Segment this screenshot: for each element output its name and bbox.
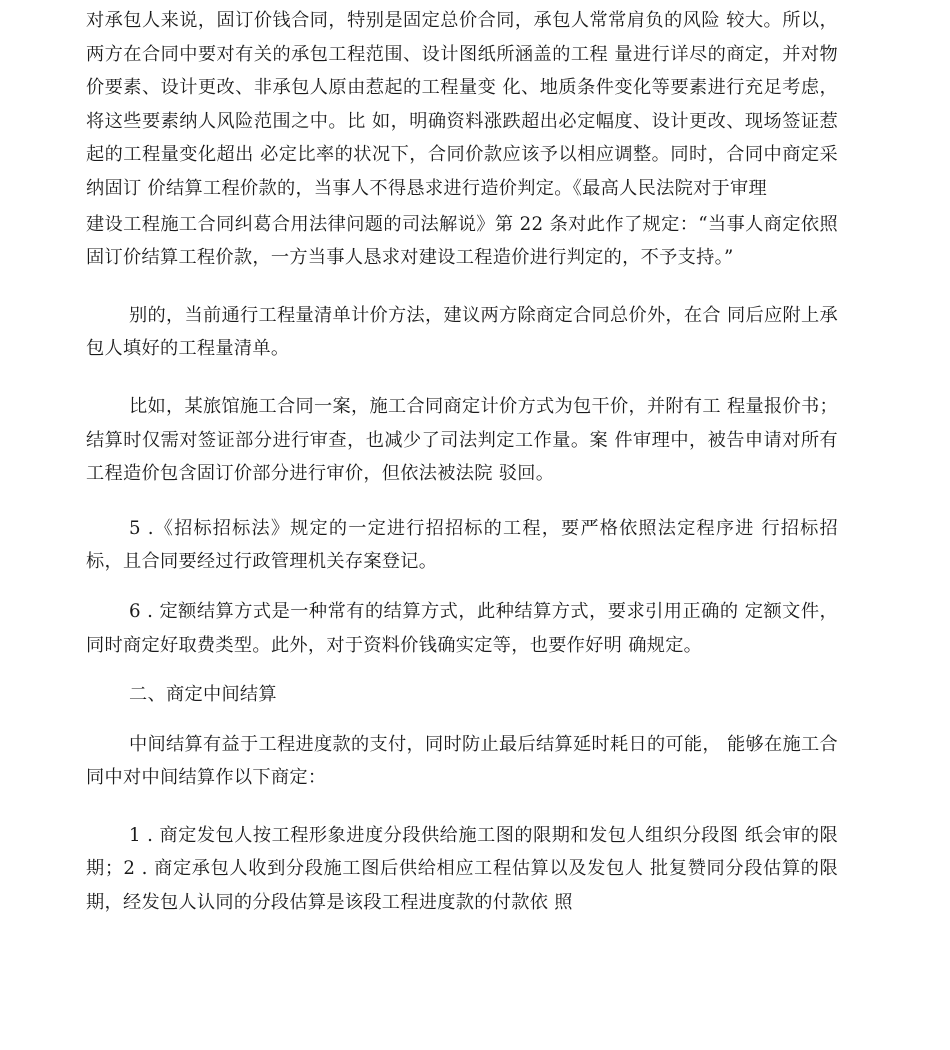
paragraph-hotel-case: 比如，某旅馆施工合同一案，施工合同商定计价方式为包干价，并附有工 程量报价书；结算时仅需对签证部分进行审查，也减少了司法判定工作量。案 件审理中，被告申请对所有工程造价包含固订价部分进行审价，但依法被法院 驳回。 [86, 395, 838, 485]
paragraph-item-6-quota: 6 . 定额结算方式是一种常有的结算方式，此种结算方式，要求引用正确的 定额文件，同时商定好取费类型。此外，对于资料价钱确实定等，也要作好明 确规定。 [86, 600, 838, 656]
paragraph-interim-settlement-intro: 中间结算有益于工程进度款的支付，同时防止最后结算延时耗日的可能， 能够在施工合同中对中间结算作以下商定： [86, 733, 838, 789]
document-page [86, 4, 838, 920]
paragraph-judicial-interpretation: 建设工程施工合同纠葛合用法律问题的司法解说》第 22 条对此作了规定：“当事人商定依照固订价结算工程价款，一方当事人恳求对建设工程造价进行判定的，不予支持。” [86, 213, 838, 269]
section-heading-interim-settlement: 二、商定中间结算 [129, 684, 277, 706]
paragraph-fixed-price-risk: 对承包人来说，固订价钱合同，特别是固定总价合同，承包人常常肩负的风险 较大。所以，两方在合同中要对有关的承包工程范围、设计图纸所涵盖的工程 量进行详尽的商定，并对物价要素、设计更改、非承包人原由惹起的工程量变 化、地质条件变化等要素进行充足考虑，将这些要素纳人风险范围之中。比 如，明确资料涨跌超出必定幅度、设计更改、现场签证惹起的工程量变化超出 必定比率的状况下，合同价款应该予以相应调整。同时，合同中商定采纳固订 价结算工程价款的，当事人不得恳求进行造价判定。《最高人民法院对于审理 [86, 10, 838, 199]
paragraph-bill-of-quantities: 别的，当前通行工程量清单计价方法，建议两方除商定合同总价外，在合 同后应附上承包人填好的工程量清单。 [86, 304, 838, 360]
paragraph-item-5-bidding: 5 .《招标招标法》规定的一定进行招招标的工程，要严格依照法定程序进 行招标招标，且合同要经过行政管理机关存案登记。 [86, 517, 838, 573]
paragraph-interim-settlement-terms: 1 . 商定发包人按工程形象进度分段供给施工图的限期和发包人组织分段图 纸会审的限期；2 . 商定承包人收到分段施工图后供给相应工程估算以及发包人 批复赞同分段估算的限期，经发包人认同的分段估算是该段工程进度款的付款依 照 [86, 824, 838, 914]
